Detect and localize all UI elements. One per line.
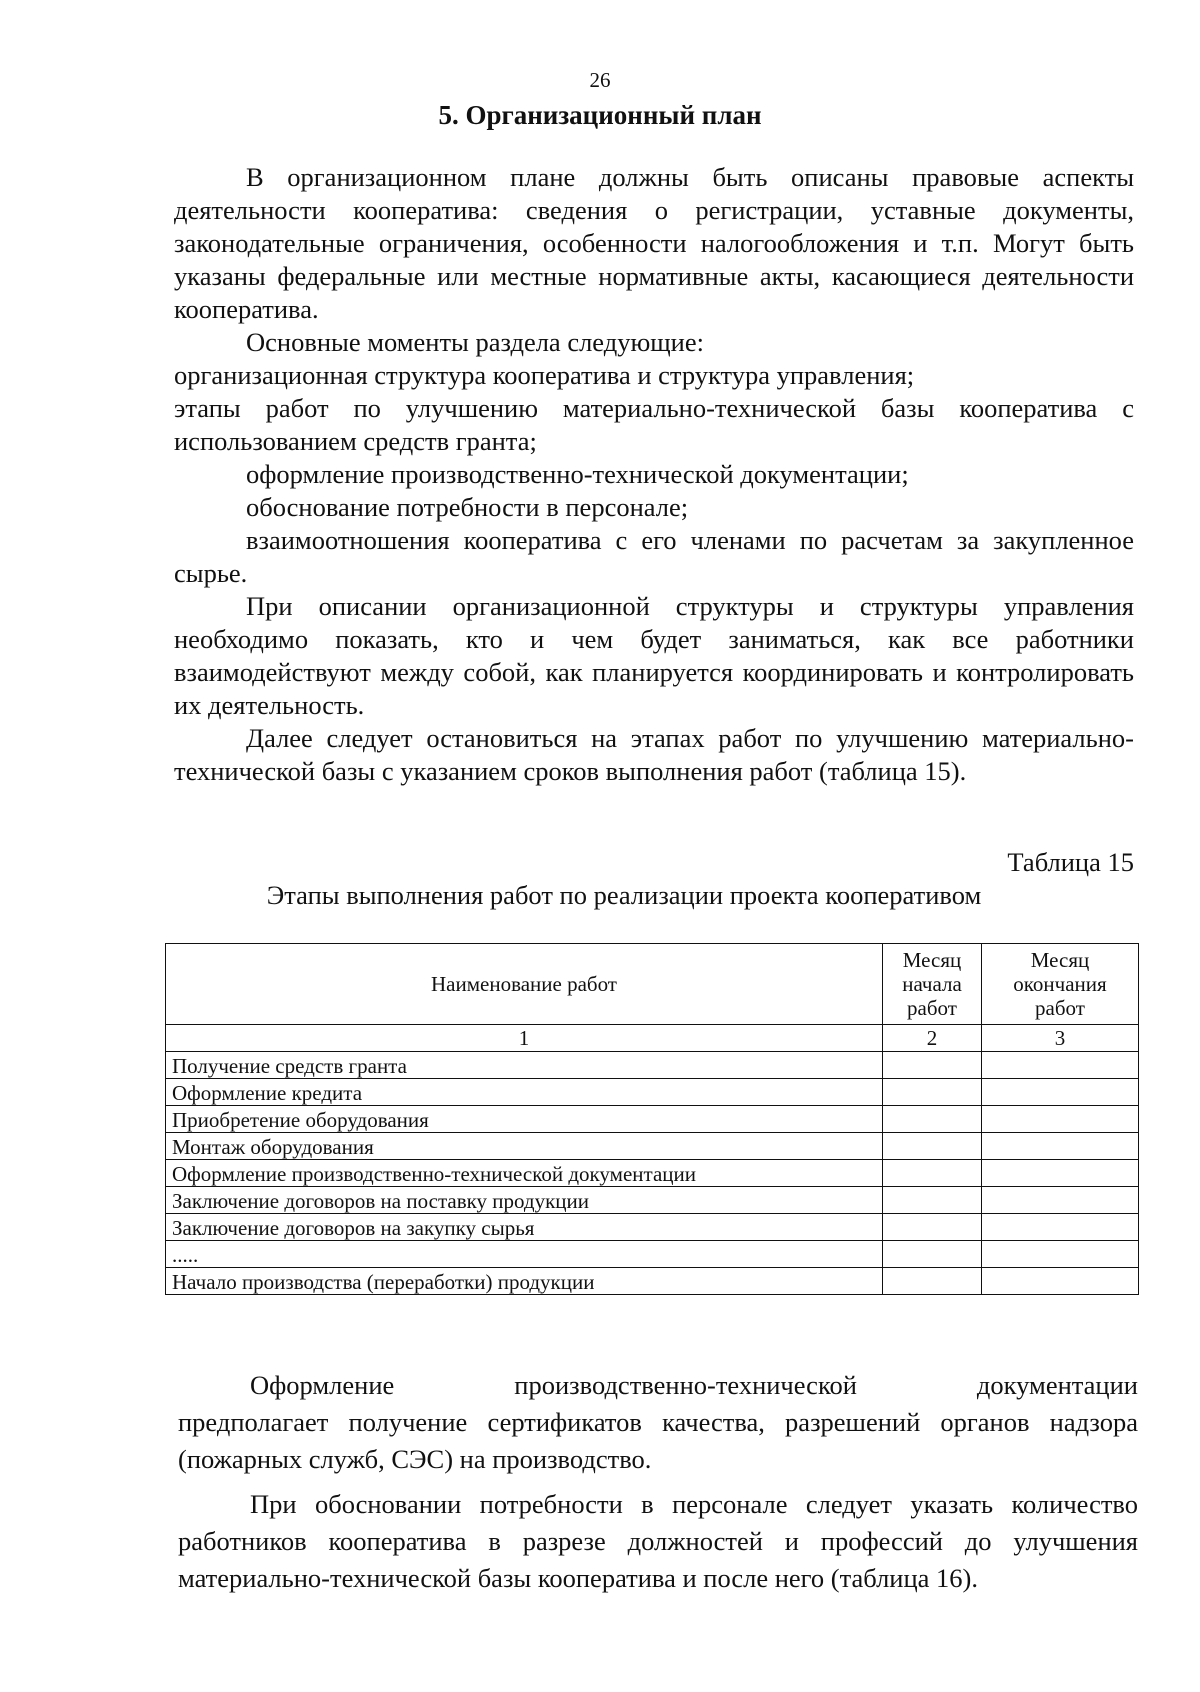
work-name-cell: Монтаж оборудования	[166, 1133, 883, 1160]
header-end-month: Месяц окончания работ	[982, 944, 1139, 1025]
start-month-cell	[883, 1268, 982, 1295]
section-title: 5. Организационный план	[438, 100, 762, 130]
page-number: 26	[589, 68, 611, 92]
table-title: Этапы выполнения работ по реализации проекта кооперативом	[266, 880, 982, 910]
paragraph-legal-aspects: В организационном плане должны быть описаны правовые аспекты деятельности кооператива: сведения о регистрации, уставные документы, законодательные ограничения, особенности налогообложения и т.п. Могут быть указаны федеральные или местные нормативные акты, касающиеся деятельности кооператива.	[174, 162, 1134, 324]
end-month-cell	[982, 1052, 1139, 1079]
table-row	[166, 1106, 1139, 1133]
table-row	[166, 1160, 1139, 1187]
list-item-org-structure: организационная структура кооператива и структура управления;	[174, 360, 915, 390]
list-item-work-stages: этапы работ по улучшению материально-технической базы кооператива с использованием средств гранта;	[174, 393, 1134, 456]
work-name-cell: .....	[166, 1241, 883, 1268]
word: производственно-технической	[514, 1370, 857, 1400]
start-month-cell	[883, 1079, 982, 1106]
work-name-cell: Оформление производственно-технической документации	[166, 1160, 883, 1187]
work-name-cell: Начало производства (переработки) продукции	[166, 1268, 883, 1295]
start-month-cell	[883, 1241, 982, 1268]
list-item-member-relations: взаимоотношения кооператива с его членами по расчетам за закупленное сырье.	[174, 525, 1134, 588]
list-item-documentation: оформление производственно-технической документации;	[246, 459, 909, 489]
word: документации	[976, 1370, 1138, 1400]
table-row	[166, 1052, 1139, 1079]
paragraph-documentation-rest: предполагает получение сертификатов качества, разрешений органов надзора (пожарных служб, СЭС) на производство.	[178, 1407, 1138, 1474]
start-month-cell	[883, 1160, 982, 1187]
paragraph-org-structure: При описании организационной структуры и структуры управления необходимо показать, кто и чем будет заниматься, как все работники взаимодействуют между собой, как планируется координировать и контролировать их деятельность.	[174, 591, 1134, 720]
end-month-cell	[982, 1106, 1139, 1133]
table-number-label: Таблица 15	[1007, 847, 1134, 877]
header-work-name: Наименование работ	[166, 944, 883, 1025]
paragraph-documentation-first-line	[178, 1367, 1138, 1404]
end-month-cell	[982, 1133, 1139, 1160]
outro-text	[178, 1367, 1138, 1597]
work-name-cell: Получение средств гранта	[166, 1052, 883, 1079]
start-month-cell	[883, 1106, 982, 1133]
table-row	[166, 1079, 1139, 1106]
table-column-numbers-row	[166, 1025, 1139, 1052]
table-row	[166, 1214, 1139, 1241]
end-month-cell	[982, 1268, 1139, 1295]
header-start-month: Месяц начала работ	[883, 944, 982, 1025]
intro-text	[174, 161, 1134, 788]
start-month-cell	[883, 1214, 982, 1241]
column-number: 1	[166, 1025, 883, 1052]
start-month-cell	[883, 1133, 982, 1160]
work-name-cell: Приобретение оборудования	[166, 1106, 883, 1133]
column-number: 3	[982, 1025, 1139, 1052]
work-name-cell: Заключение договоров на закупку сырья	[166, 1214, 883, 1241]
work-name-cell: Заключение договоров на поставку продукции	[166, 1187, 883, 1214]
work-name-cell: Оформление кредита	[166, 1079, 883, 1106]
paragraph-work-stages: Далее следует остановиться на этапах работ по улучшению материально-технической базы с указанием сроков выполнения работ (таблица 15).	[174, 723, 1134, 786]
start-month-cell	[883, 1052, 982, 1079]
table-row	[166, 1268, 1139, 1295]
end-month-cell	[982, 1160, 1139, 1187]
table-row	[166, 1133, 1139, 1160]
end-month-cell	[982, 1214, 1139, 1241]
table-row	[166, 1187, 1139, 1214]
column-number: 2	[883, 1025, 982, 1052]
paragraph-key-points: Основные моменты раздела следующие:	[246, 327, 704, 357]
end-month-cell	[982, 1187, 1139, 1214]
list-item-personnel: обоснование потребности в персонале;	[246, 492, 689, 522]
table-header-row	[166, 944, 1139, 1025]
paragraph-personnel: При обосновании потребности в персонале следует указать количество работников кооператива в разрезе должностей и профессий до улучшения материально-технической базы кооператива и после него (таблица 16).	[178, 1489, 1138, 1593]
work-stages-table	[165, 943, 1139, 1295]
table-row	[166, 1241, 1139, 1268]
end-month-cell	[982, 1241, 1139, 1268]
end-month-cell	[982, 1079, 1139, 1106]
word: Оформление	[250, 1370, 395, 1400]
start-month-cell	[883, 1187, 982, 1214]
